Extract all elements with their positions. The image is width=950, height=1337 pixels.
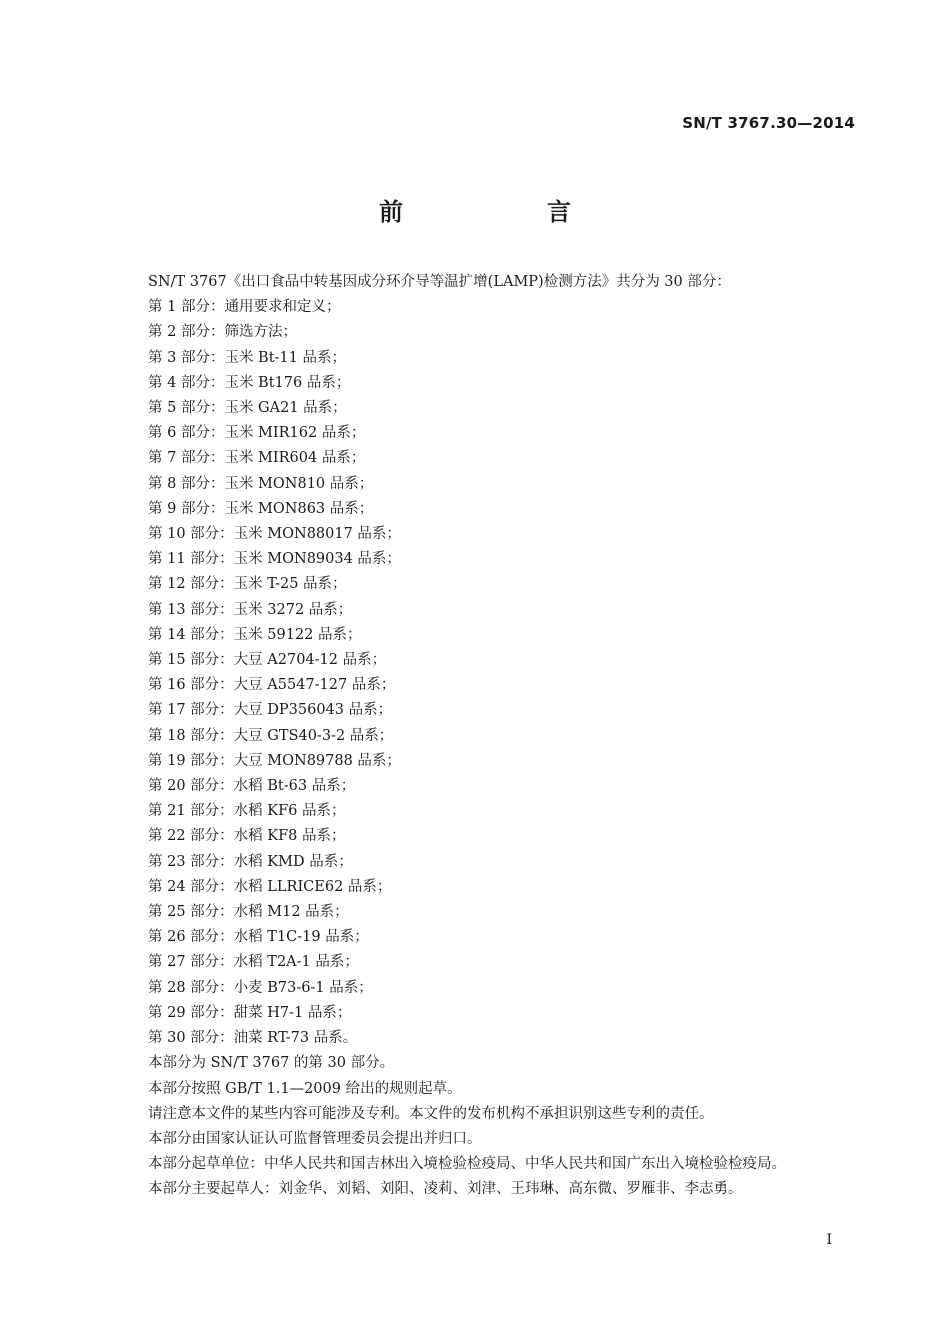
- part-list-item: 第 14 部分：玉米 59122 品系；: [148, 626, 362, 643]
- part-list-item: 第 7 部分：玉米 MIR604 品系；: [148, 450, 366, 467]
- part-list-item: 第 11 部分：玉米 MON89034 品系；: [148, 551, 401, 568]
- part-list-item: 第 10 部分：玉米 MON88017 品系；: [148, 526, 401, 543]
- page-number: I: [826, 1232, 832, 1248]
- part-list-item: 第 27 部分：水稻 T2A-1 品系；: [148, 954, 359, 971]
- part-list-item: 第 26 部分：水稻 T1C-19 品系；: [148, 929, 369, 946]
- part-of-statement: 本部分为 SN/T 3767 的第 30 部分。: [148, 1055, 395, 1072]
- part-list-item: 第 8 部分：玉米 MON810 品系；: [148, 475, 374, 492]
- part-list-item: 第 13 部分：玉米 3272 品系；: [148, 601, 353, 618]
- part-list-item: 第 1 部分：通用要求和定义；: [148, 299, 341, 316]
- part-list-item: 第 9 部分：玉米 MON863 品系；: [148, 500, 374, 517]
- part-list-item: 第 16 部分：大豆 A5547-127 品系；: [148, 677, 396, 694]
- page-title: 前 言: [379, 198, 631, 226]
- part-list-item: 第 18 部分：大豆 GTS40-3-2 品系；: [148, 727, 394, 744]
- parts-list: [148, 295, 863, 1051]
- document-code: SN/T 3767.30—2014: [682, 114, 855, 132]
- part-list-item: 第 24 部分：水稻 LLRICE62 品系；: [148, 878, 392, 895]
- part-list-item: 第 4 部分：玉米 Bt176 品系；: [148, 374, 351, 391]
- intro-paragraph: SN/T 3767《出口食品中转基因成分环介导等温扩增(LAMP)检测方法》共分为 30 部分：: [148, 274, 731, 290]
- part-list-item: 第 29 部分：甜菜 H7-1 品系；: [148, 1004, 352, 1021]
- part-list-item: 第 3 部分：玉米 Bt-11 品系；: [148, 349, 346, 366]
- document-body: [148, 270, 863, 1203]
- part-list-item: 第 22 部分：水稻 KF8 品系；: [148, 828, 346, 845]
- part-list-item: 第 15 部分：大豆 A2704-12 品系；: [148, 652, 387, 669]
- part-list-item: 第 30 部分：油菜 RT-73 品系。: [148, 1030, 358, 1047]
- part-list-item: 第 5 部分：玉米 GA21 品系；: [148, 400, 347, 417]
- drafting-units-statement: 本部分起草单位：中华人民共和国吉林出入境检验检疫局、中华人民共和国广东出入境检验检疫局。: [148, 1156, 786, 1173]
- proposer-statement: 本部分由国家认证认可监督管理委员会提出并归口。: [148, 1130, 482, 1147]
- part-list-item: 第 12 部分：玉米 T-25 品系；: [148, 576, 347, 593]
- part-list-item: 第 2 部分：筛选方法；: [148, 324, 297, 341]
- part-list-item: 第 21 部分：水稻 KF6 品系；: [148, 803, 346, 820]
- part-list-item: 第 28 部分：小麦 B73-6-1 品系；: [148, 979, 373, 996]
- drafters-statement: 本部分主要起草人：刘金华、刘韬、刘阳、凌莉、刘津、王玮琳、高东微、罗雁非、李志勇。: [148, 1181, 743, 1198]
- part-list-item: 第 6 部分：玉米 MIR162 品系；: [148, 425, 366, 442]
- part-list-item: 第 25 部分：水稻 M12 品系；: [148, 904, 349, 921]
- patent-notice: 请注意本文件的某些内容可能涉及专利。本文件的发布机构不承担识别这些专利的责任。: [148, 1105, 714, 1122]
- part-list-item: 第 19 部分：大豆 MON89788 品系；: [148, 752, 401, 769]
- part-list-item: 第 20 部分：水稻 Bt-63 品系；: [148, 778, 356, 795]
- drafting-rule-statement: 本部分按照 GB/T 1.1—2009 给出的规则起草。: [148, 1080, 462, 1097]
- part-list-item: 第 23 部分：水稻 KMD 品系；: [148, 853, 353, 870]
- part-list-item: 第 17 部分：大豆 DP356043 品系；: [148, 702, 393, 719]
